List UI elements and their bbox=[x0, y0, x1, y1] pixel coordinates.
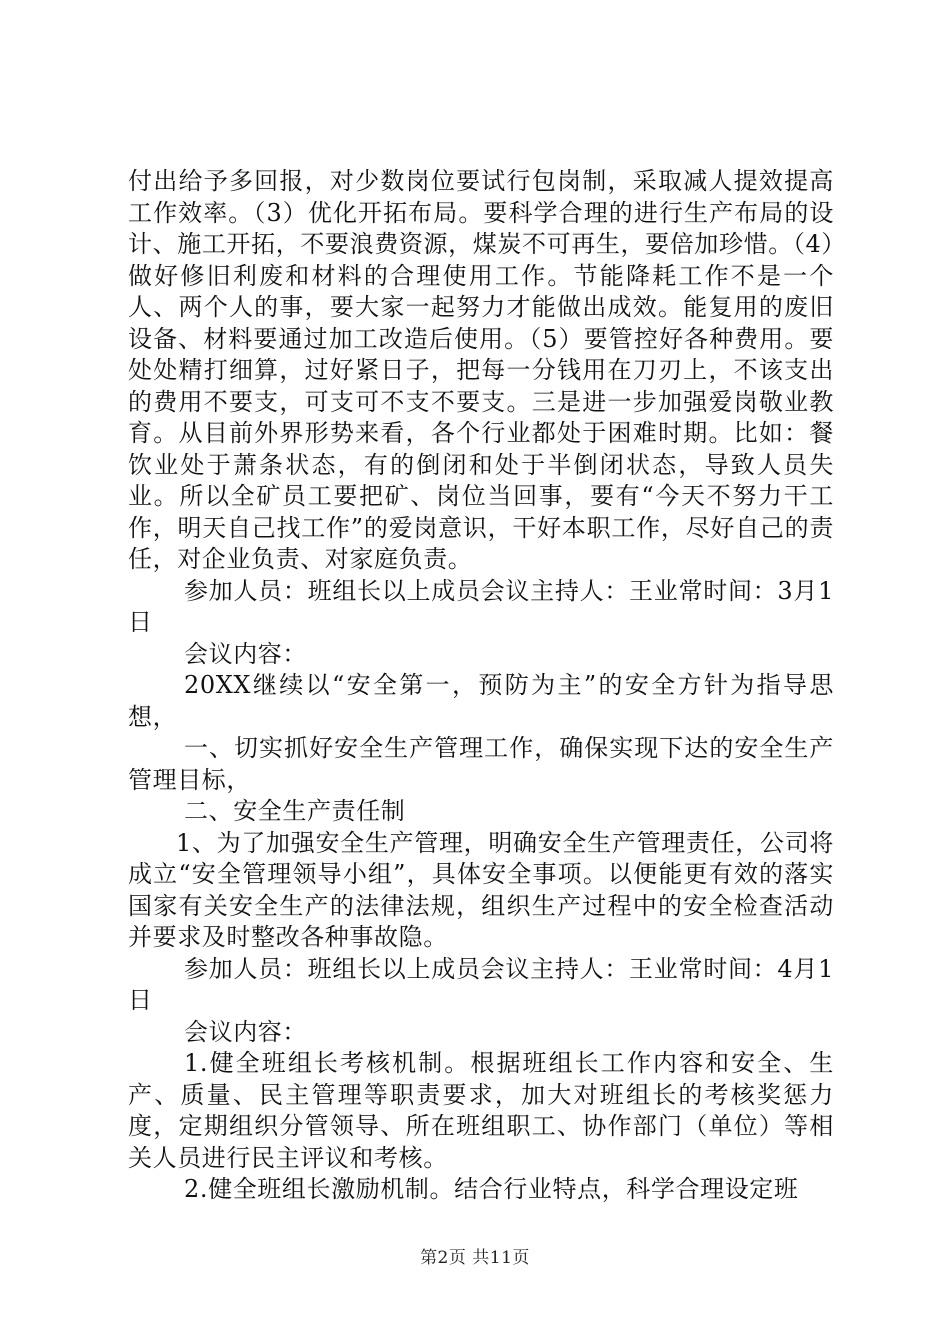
page-number-label: 第2页 共11页 bbox=[420, 1248, 530, 1268]
paragraph-safety-policy: 20XX继续以“安全第一，预防为主”的安全方针为指导思想， bbox=[128, 671, 834, 731]
page-footer bbox=[0, 1243, 950, 1268]
paragraph-section-two-heading: 二、安全生产责任制 bbox=[184, 797, 406, 825]
paragraph-cost-control: 付出给予多回报，对少数岗位要试行包岗制，采取减人提效提高工作效率。（3）优化开拓布局。要科学合理的进行生产布局的设计、施工开拓，不要浪费资源，煤炭不可再生，要倍加珍惜。（4）做好修旧利废和材料的合理使用工作。节能降耗工作不是一个人、两个人的事，要大家一起努力才能做出成效。能复用的废旧设备、材料要通过加工改造后使用。（5）要管控好各种费用。要处处精打细算，过好紧日子，把每一分钱用在刀刃上，不该支出的费用不要支，可支可不支不要支。三是进一步加强爱岗敬业教育。从目前外界形势来看，各个行业都处于困难时期。比如：餐饮业处于萧条状态，有的倒闭和处于半倒闭状态，导致人员失业。所以全矿员工要把矿、岗位当回事，要有“今天不努力干工作，明天自己找工作”的爱岗意识，干好本职工作，尽好自己的责任，对企业负责、对家庭负责。 bbox=[128, 167, 834, 573]
paragraph-meeting-info-april: 参加人员：班组长以上成员会议主持人：王业常时间：4月1日 bbox=[128, 954, 834, 1014]
paragraph-meeting-info-march: 参加人员：班组长以上成员会议主持人：王业常时间：3月1日 bbox=[128, 576, 834, 636]
paragraph-meeting-content-label-1: 会议内容： bbox=[184, 639, 307, 668]
document-body bbox=[128, 166, 834, 1206]
paragraph-responsibility: 1、为了加强安全生产管理，明确安全生产管理责任，公司将成立“安全管理领导小组”，具体安全事项。以便能更有效的落实国家有关安全生产的法律法规，组织生产过程中的安全检查活动并要求及时整改各种事故隐。 bbox=[128, 828, 834, 951]
paragraph-meeting-content-label-2: 会议内容： bbox=[184, 1017, 307, 1046]
paragraph-section-one: 一、切实抓好安全生产管理工作，确保实现下达的安全生产管理目标， bbox=[128, 734, 834, 794]
paragraph-incentive-mechanism: 2.健全班组长激励机制。结合行业特点，科学合理设定班 bbox=[184, 1175, 799, 1203]
paragraph-assessment-mechanism: 1.健全班组长考核机制。根据班组长工作内容和安全、生产、质量、民主管理等职责要求，加大对班组长的考核奖惩力度，定期组织分管领导、所在班组职工、协作部门（单位）等相关人员进行民主评议和考核。 bbox=[128, 1049, 834, 1172]
